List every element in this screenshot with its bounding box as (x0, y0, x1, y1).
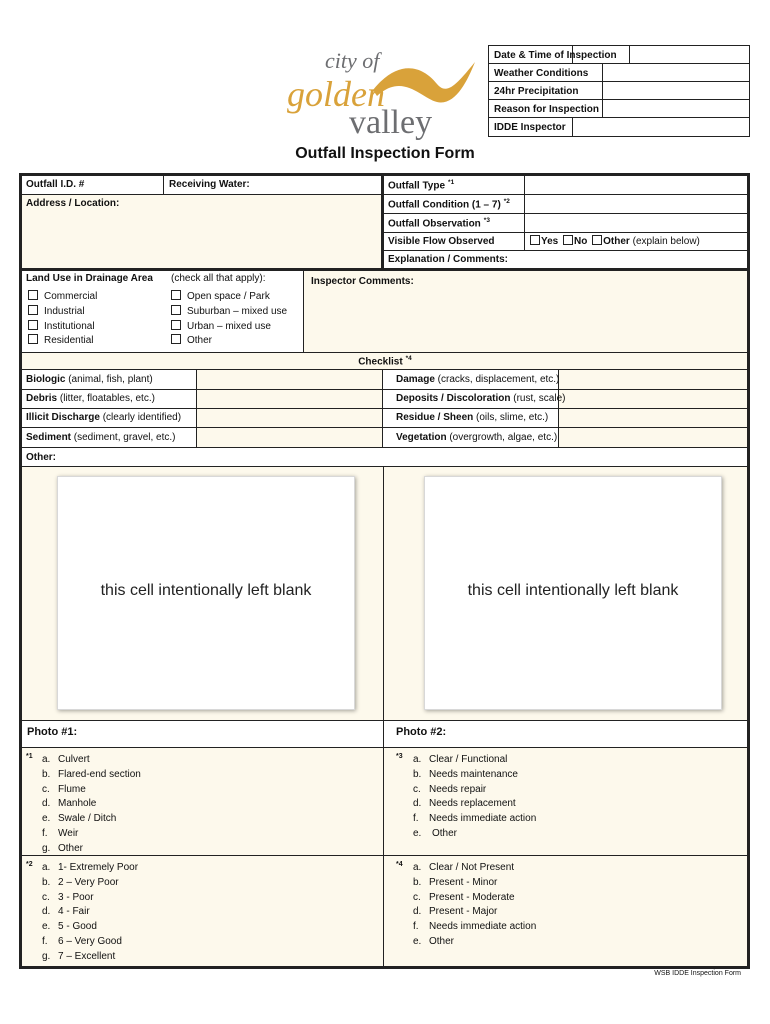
flow-no-checkbox[interactable] (563, 235, 573, 245)
land-use-option[interactable]: Residential (28, 334, 97, 349)
list-item: c. Needs repair (413, 783, 487, 795)
photo-placeholder-2: this cell intentionally left blank (424, 476, 722, 710)
photo-1-label: Photo #1: (27, 726, 78, 738)
precipitation-label: 24hr Precipitation (494, 86, 579, 97)
checklist-value-l0[interactable] (196, 369, 383, 390)
visible-flow-label: Visible Flow Observed (388, 236, 495, 247)
outfall-condition-label: Outfall Condition (1 – 7) $^{*2}$ (388, 198, 510, 211)
visible-flow-choices: Yes No Other (explain below) (530, 235, 700, 247)
legend-ref: *3 (396, 753, 403, 760)
land-use-option[interactable]: Suburban – mixed use (171, 305, 287, 320)
flow-other-checkbox[interactable] (592, 235, 602, 245)
page-title: Outfall Inspection Form (295, 145, 475, 162)
inspector-label: IDDE Inspector (494, 122, 566, 133)
list-item: g. 7 – Excellent (42, 950, 116, 962)
outfall-id-label: Outfall I.D. # (26, 179, 85, 190)
list-item: g. Other (42, 842, 84, 854)
checklist-item: Biologic (animal, fish, plant) (26, 374, 153, 385)
svg-text:city of: city of (325, 48, 380, 73)
list-item: d. Needs replacement (413, 798, 516, 810)
weather-label: Weather Conditions (494, 68, 589, 79)
list-item: b. Needs maintenance (413, 768, 518, 780)
outfall-condition-field[interactable] (524, 194, 748, 214)
weather-field[interactable] (603, 64, 748, 80)
list-item: b. Present - Minor (413, 876, 498, 888)
list-item: d. 4 - Fair (42, 906, 90, 918)
list-item: a. Culvert (42, 754, 90, 765)
list-item: f. 6 – Very Good (42, 935, 122, 947)
list-item: e. Other (413, 935, 455, 947)
precipitation-field[interactable] (603, 82, 748, 98)
checklist-heading: Checklist $^{*4}$ (358, 355, 412, 368)
list-item: a. Clear / Not Present (413, 862, 515, 873)
outfall-observation-label: Outfall Observation $^{*3}$ (388, 217, 490, 230)
checklist-item: Debris (litter, floatables, etc.) (26, 393, 155, 404)
svg-text:golden: golden (287, 74, 385, 114)
list-item: d. Manhole (42, 798, 97, 810)
checklist-value-l2[interactable] (196, 408, 383, 428)
list-item: f. Needs immediate action (413, 921, 537, 933)
address-label: Address / Location: (26, 198, 120, 209)
list-item: d. Present - Major (413, 906, 498, 918)
outfall-observation-field[interactable] (524, 213, 748, 233)
list-item: e. Swale / Ditch (42, 813, 117, 825)
land-use-note: (check all that apply): (171, 273, 266, 284)
land-use-option[interactable]: Other (171, 334, 287, 349)
list-item: a. 1- Extremely Poor (42, 862, 139, 873)
photo-2-label: Photo #2: (396, 726, 447, 738)
legend-list-3 (413, 753, 536, 842)
checklist-value-r2[interactable] (558, 408, 748, 428)
list-item: f. Needs immediate action (413, 813, 537, 825)
date-time-field[interactable] (630, 46, 748, 62)
list-item: c. Flume (42, 783, 86, 795)
legend-list-1 (42, 753, 141, 857)
checklist-other-cell[interactable] (21, 447, 748, 467)
checklist-item: Damage (cracks, displacement, etc.) (396, 374, 560, 385)
inspector-field[interactable] (573, 118, 748, 135)
checklist-value-r0[interactable] (558, 369, 748, 390)
checklist-item: Vegetation (overgrowth, algae, etc.) (396, 432, 558, 443)
legend-list-2 (42, 861, 138, 965)
checklist-value-l3[interactable] (196, 427, 383, 448)
land-use-heading: Land Use in Drainage Area (26, 273, 153, 284)
list-item: e. Other (413, 827, 458, 839)
list-item: b. Flared-end section (42, 768, 141, 780)
photo-placeholder-1: this cell intentionally left blank (57, 476, 355, 710)
reason-label: Reason for Inspection (494, 104, 600, 115)
checklist-value-r3[interactable] (558, 427, 748, 448)
list-item: a. Clear / Functional (413, 754, 508, 765)
checklist-item: Illicit Discharge (clearly identified) (26, 412, 182, 423)
inspector-comments-label: Inspector Comments: (311, 276, 414, 287)
checklist-item: Deposits / Discoloration (rust, scale) (396, 393, 566, 404)
svg-text:valley: valley (349, 104, 433, 141)
checklist-item: Residue / Sheen (oils, slime, etc.) (396, 412, 549, 423)
land-use-option[interactable]: Commercial (28, 290, 97, 305)
land-use-option[interactable]: Open space / Park (171, 290, 287, 305)
outfall-type-label: Outfall Type $^{*1}$ (388, 179, 455, 192)
city-logo (285, 44, 485, 149)
logo-swoosh-icon (373, 62, 475, 102)
legend-list-4 (413, 861, 536, 950)
land-use-left-list (28, 290, 97, 349)
outfall-type-field[interactable] (524, 175, 748, 195)
land-use-option[interactable]: Institutional (28, 320, 97, 335)
legend-ref: *2 (26, 861, 33, 868)
checklist-item: Sediment (sediment, gravel, etc.) (26, 432, 176, 443)
list-item: b. 2 – Very Poor (42, 876, 119, 888)
footer-text: WSB IDDE Inspection Form (654, 970, 741, 977)
list-item: c. Present - Moderate (413, 891, 515, 903)
explanation-label: Explanation / Comments: (388, 254, 509, 265)
date-time-label: Date & Time of Inspection (494, 50, 617, 61)
reason-field[interactable] (603, 100, 748, 116)
land-use-option[interactable]: Urban – mixed use (171, 320, 287, 335)
flow-yes-checkbox[interactable] (530, 235, 540, 245)
checklist-value-l1[interactable] (196, 389, 383, 409)
legend-ref: *1 (26, 753, 33, 760)
receiving-water-label: Receiving Water: (169, 179, 250, 190)
legend-ref: *4 (396, 861, 403, 868)
land-use-option[interactable]: Industrial (28, 305, 97, 320)
list-item: c. 3 - Poor (42, 891, 94, 903)
list-item: f. Weir (42, 827, 79, 839)
land-use-right-list (171, 290, 287, 349)
checklist-value-r1[interactable] (558, 389, 748, 409)
list-item: e. 5 - Good (42, 921, 97, 933)
checklist-other-label: Other: (26, 452, 56, 463)
